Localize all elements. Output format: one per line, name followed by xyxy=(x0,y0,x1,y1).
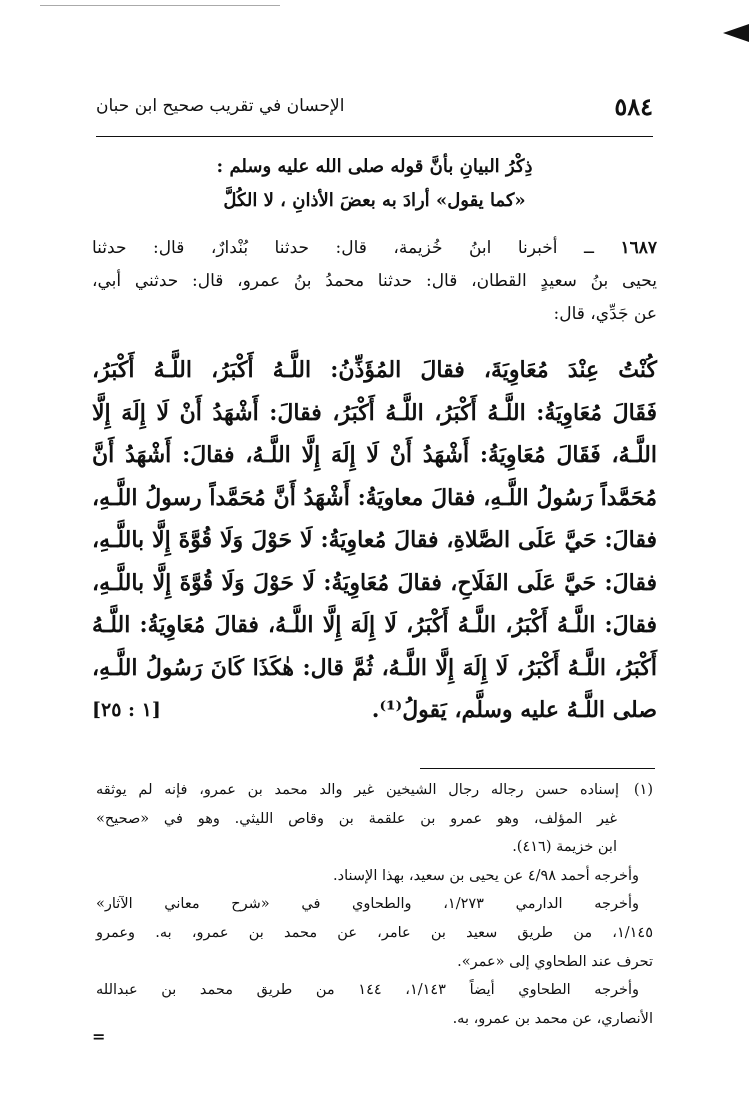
footnote-line: وأخرجه الطحاوي أيضاً ١/١٤٣، ١٤٤ من طريق محمد بن عبدالله xyxy=(96,982,640,999)
running-title: الإحسان في تقريب صحيح ابن حبان xyxy=(96,96,345,116)
footnote-line: تحرف عند الطحاوي إلى «عمر». xyxy=(457,953,653,970)
hadith-last-line xyxy=(92,689,657,732)
page-number: ٥٨٤ xyxy=(614,92,653,121)
footnote-line: وأخرجه أحمد ٤/٩٨ عن يحيى بن سعيد، بهذا الإسناد. xyxy=(333,867,639,884)
footnote-text: إسناده حسن رجاله رجال الشيخين غير والد محمد بن عمرو، فإنه لم يوثقه xyxy=(96,782,619,798)
hadith-line: فقالَ: اللَّـهُ أَكْبَرُ، اللَّـهُ أَكْبَرُ، لَا إِلَهَ إِلَّا اللَّـهُ، فقالَ مُعَاوِيَةُ: اللَّـهُ xyxy=(92,612,657,638)
hadith-line: فقالَ: حَيَّ عَلَى الصَّلاةِ، فقالَ مُعاوِيَةُ: لَا حَوْلَ وَلَا قُوَّةَ إِلَّا باللَّـهِ، xyxy=(92,527,657,553)
isnad-line xyxy=(92,232,657,265)
isnad-line: يحيى بنُ سعيدٍ القطان، قال: حدثنا محمدُ بنُ عمرو، قال: حدثني أبي، xyxy=(92,271,657,291)
footnote-line: الأنصاري، عن محمد بن عمرو، به. xyxy=(452,1010,653,1027)
hadith-line: أَكْبَرُ، اللَّـهُ أَكْبَرُ، لَا إِلَهَ إِلَّا اللَّـهُ، ثُمَّ قال: هٰكَذَا كَانَ رَسُولُ اللَّـهِ، xyxy=(92,654,657,681)
chapter-title-line: «كما يقول» أرادَ به بعضَ الأذانِ ، لا الكُلَّ xyxy=(223,190,526,211)
continued-mark: = xyxy=(92,1027,106,1046)
hadith-line: صلى اللَّـهُ عليه وسلَّم، يَقولُ⁽¹⁾. xyxy=(371,697,657,723)
hadith-line: مُحَمَّداً رَسُولُ اللَّـهِ، فقالَ معاويَةُ: أَشْهَدُ أَنَّ مُحَمَّداً رسولُ اللَّـهِ، xyxy=(92,484,657,511)
footnotes xyxy=(96,776,653,1033)
hadith-line: فقالَ: حَيَّ عَلَى الفَلَاحِ، فقالَ مُعَاوِيَةُ: لَا حَوْلَ وَلَا قُوَّةَ إِلَّا باللَّـهِ، xyxy=(92,569,657,596)
isnad-line: عن جَدِّي، قال: xyxy=(553,304,657,324)
source-reference: [١ : ٢٥] xyxy=(92,699,161,721)
hadith-text xyxy=(92,349,657,732)
top-edge-line xyxy=(40,5,280,6)
corner-arrow-icon xyxy=(723,24,749,42)
page-header xyxy=(96,92,653,128)
isnad-paragraph xyxy=(92,232,657,331)
header-rule xyxy=(96,136,653,137)
hadith-line: اللَّـهُ، فَقَالَ مُعَاوِيَةُ: أَشْهَدُ أَنْ لَا إِلَهَ إِلَّا اللَّـهُ، فقالَ: أَشْهَدُ أَنَّ xyxy=(92,442,657,468)
hadith-number: ١٦٨٧ xyxy=(620,238,657,258)
footnote-number: (١) xyxy=(633,782,653,798)
footnote-line: وأخرجه الدارمي ١/٢٧٣، والطحاوي في «شرح معاني الآثار» xyxy=(96,896,639,913)
hadith-line: كُنْتُ عِنْدَ مُعَاوِيَةَ، فقالَ المُؤَذِّنُ: اللَّـهُ أَكْبَرُ، اللَّـهُ أَكْبَرُ، xyxy=(92,357,657,383)
footnote-line: غير المؤلف، وهو عمرو بن علقمة بن وقاص الليثي. وهو في «صحيح» xyxy=(96,810,617,827)
isnad-text: ــ أخبرنا ابنُ خُزيمة، قال: حدثنا بُنْدارٌ، قال: حدثنا xyxy=(92,238,594,258)
chapter-title-line: ذِكْرُ البيانِ بأنَّ قوله صلى الله عليه وسلم : xyxy=(216,156,533,177)
footnote-line xyxy=(96,776,653,805)
footnote-rule xyxy=(420,768,655,769)
footnote-line: ١/١٤٥، من طريق سعيد بن عامر، عن محمد بن عمرو، به. وعمرو xyxy=(96,924,653,941)
chapter-title xyxy=(90,150,659,218)
hadith-line: فَقَالَ مُعَاوِيَةُ: اللَّـهُ أَكْبَرُ، اللَّـهُ أَكْبَرُ، فقالَ: أَشْهَدُ أَنْ لَا إِلَهَ إِلَّا xyxy=(92,399,657,426)
footnote-line: ابن خزيمة (٤١٦). xyxy=(512,839,617,856)
